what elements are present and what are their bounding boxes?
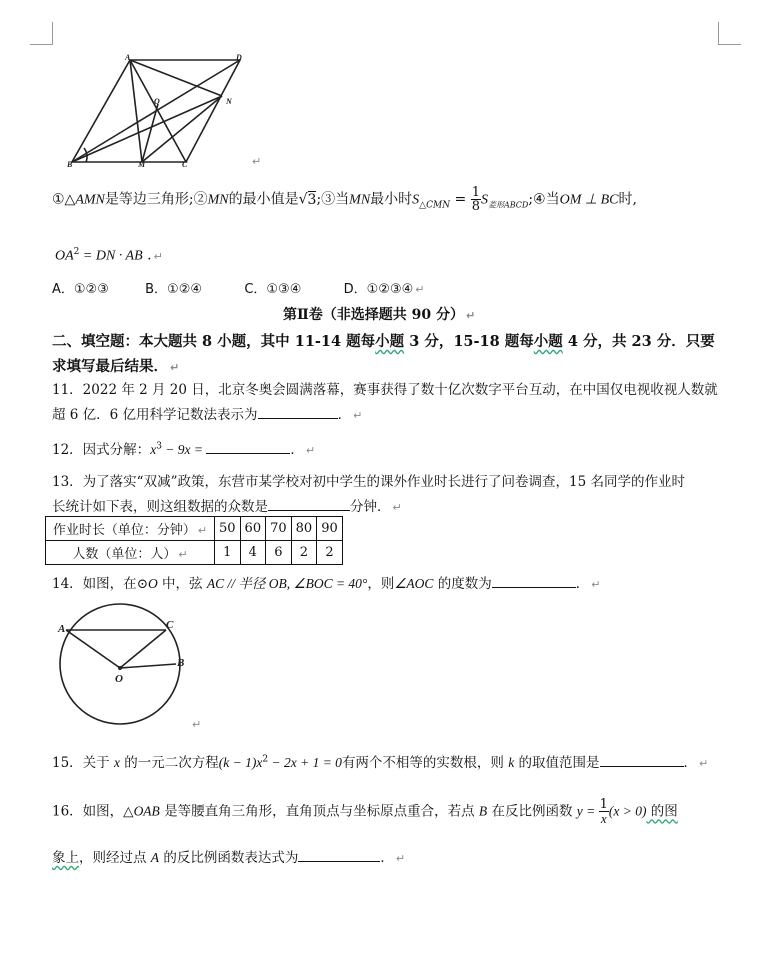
rhombus-figure (58, 52, 258, 172)
table-row (46, 541, 343, 565)
fraction-one-over-x: $\frac{1}{x}$ (599, 797, 608, 826)
homework-time-table (45, 516, 343, 565)
option-D[interactable]: D．①②③④ (343, 282, 414, 297)
circle-figure (52, 600, 192, 730)
point-label-D: D (236, 53, 242, 62)
option-C[interactable]: C．①③④ (244, 282, 302, 297)
q16-line1: 16．如图，△OAB 是等腰直角三角形，直角顶点与坐标原点重合，若点 B 在反比例函数 y = $\frac{1}{x}(x > 0)$ 的图 (52, 797, 678, 826)
fill-in-heading-line1: 二、填空题：本大题共 8 小题，其中 11-14 题每小题 3 分，15-18 题每小题 4 分，共 23 分．只要 (52, 333, 715, 350)
crop-mark-top-left (30, 22, 53, 45)
q16-line2: 象上，则经过点 A 的反比例函数表达式为 ． ↵ (52, 846, 405, 866)
q14: 14．如图，在⊙O 中，弦 AC // 半径 OB, ∠BOC = 40°，则∠AOC 的度数为 ． ↵ (52, 572, 600, 592)
option-A[interactable]: A．①②③ (52, 282, 109, 297)
table-cell: 90 (317, 517, 343, 541)
q13-line1: 13．为了落实“双减”政策，东营市某学校对初中学生的课外作业时长进行了问卷调查，15 名同学的作业时 (52, 474, 685, 490)
answer-blank-q11[interactable] (258, 404, 338, 419)
q15: 15．关于 x 的一元二次方程$(k - 1)x^2 - 2x + 1 = 0$有两个不相等的实数根，则 k 的取值范围是 ． ↵ (52, 751, 708, 771)
table-cell: 2 (317, 541, 343, 565)
return-mark: ↵ (252, 155, 262, 168)
point-label-A: A (125, 53, 131, 62)
point-label-B: B (177, 657, 185, 669)
point-label-A: A (58, 623, 66, 635)
table-cell: 1 (215, 541, 241, 565)
point-label-O: O (115, 673, 123, 685)
q11-line1: 11．2022 年 2 月 20 日，北京冬奥会圆满落幕，赛事获得了数十亿次数字平台互动，在中国仅电视收视人数就 (52, 382, 718, 398)
q10-statements-line1: ①△AMN是等边三角形;②MN的最小值是√3;③当MN最小时$S_{\triangle CMN}$ = $\frac{1}{8}$ $S_{菱形ABCD};④$当OM ⊥ BC时, (52, 185, 637, 214)
q11-line2: 超 6 亿．6 亿用科学记数法表示为 ． ↵ (52, 403, 362, 423)
answer-blank-q13[interactable] (268, 496, 350, 511)
q12: 12．因式分解：$x^3 - 9x$ = ． ↵ (52, 438, 315, 458)
point-label-B: B (67, 160, 73, 169)
fraction-one-eighth: $\frac{1}{8}$ (471, 185, 480, 214)
table-cell: 50 (215, 517, 241, 541)
answer-blank-q16[interactable] (298, 847, 380, 862)
table-cell: 2 (291, 541, 317, 565)
return-mark: ↵ (192, 718, 202, 731)
point-label-C: C (182, 160, 188, 169)
point-label-M: M (138, 160, 146, 169)
crop-mark-top-right (718, 22, 741, 45)
table-cell: 4 (240, 541, 266, 565)
answer-blank-q15[interactable] (600, 752, 684, 767)
table-header-cell: 作业时长（单位：分钟） ↵ (46, 517, 215, 541)
answer-blank-q14[interactable] (492, 573, 576, 588)
q10-statements-line2: $OA^2$ = DN · AB . ↵ (55, 247, 163, 264)
table-row (46, 517, 343, 541)
table-cell: 70 (266, 517, 292, 541)
option-B[interactable]: B．①②④ (145, 282, 203, 297)
q10-options: A．①②③ B．①②④ C．①③④ D．①②③④ ↵ (52, 282, 425, 297)
point-label-O: O (154, 97, 160, 106)
section-2-title: 第Ⅱ卷（非选择题共 90 分） ↵ (283, 307, 476, 323)
table-cell: 6 (266, 541, 292, 565)
point-label-C: C (166, 619, 174, 631)
table-cell: 80 (291, 517, 317, 541)
answer-blank-q12[interactable] (206, 439, 290, 454)
point-label-N: N (226, 97, 232, 106)
table-header-cell: 人数（单位：人） ↵ (46, 541, 215, 565)
table-cell: 60 (240, 517, 266, 541)
q13-line2: 长统计如下表，则这组数据的众数是 分钟． ↵ (52, 495, 402, 515)
fill-in-heading-line2: 求填写最后结果． ↵ (52, 358, 180, 375)
